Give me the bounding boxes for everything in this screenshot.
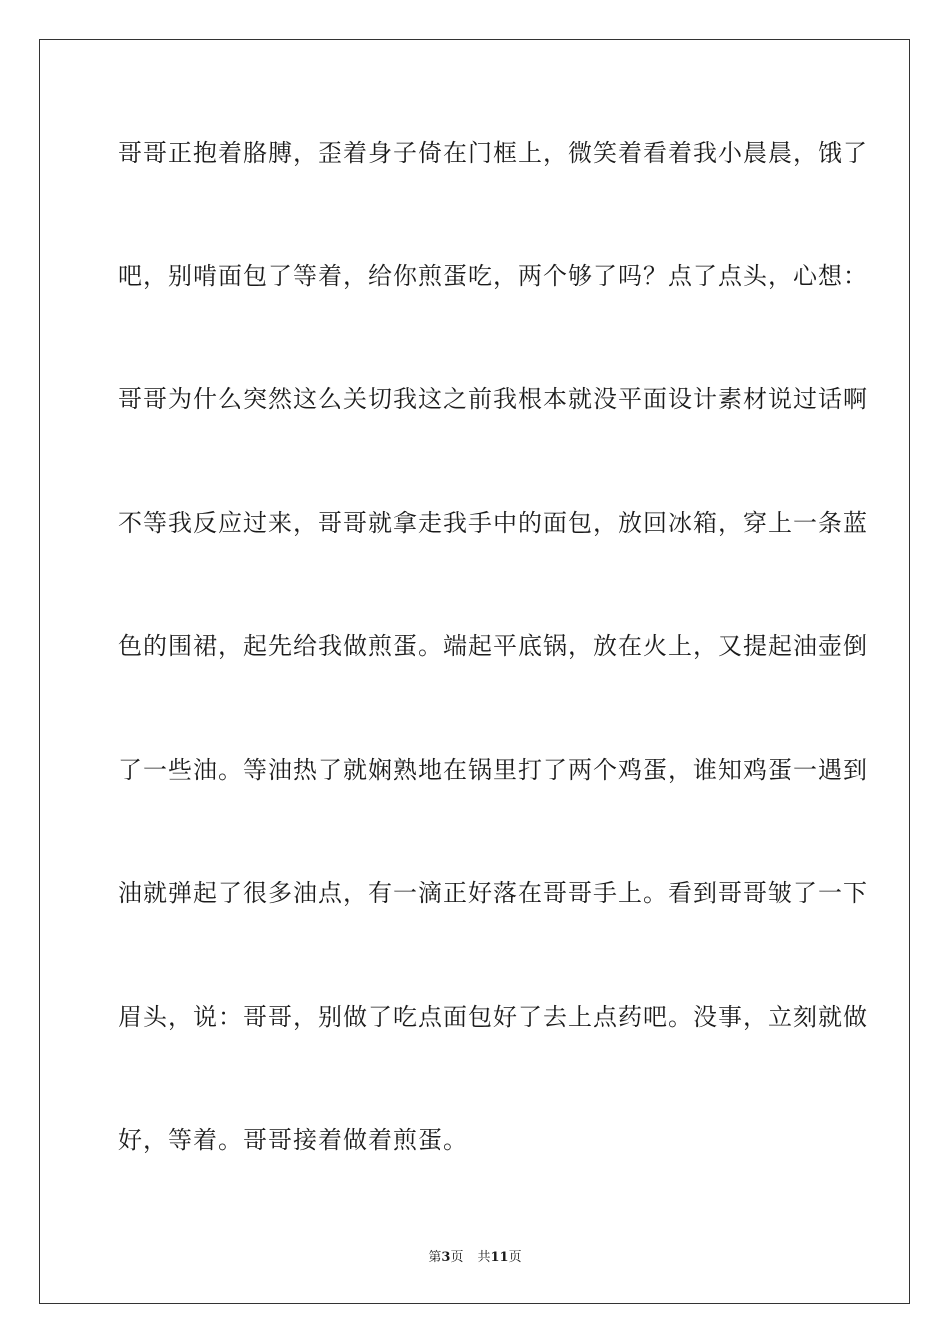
paragraph-line-7: 油就弹起了很多油点，有一滴正好落在哥哥手上。看到哥哥皱了一下	[118, 879, 868, 907]
page-footer	[0, 1246, 950, 1265]
paragraph-line-5: 色的围裙，起先给我做煎蛋。端起平底锅，放在火上，又提起油壶倒	[118, 632, 868, 660]
page-border	[39, 39, 910, 1304]
paragraph-line-3: 哥哥为什么突然这么关切我这之前我根本就没平面设计素材说过话啊	[118, 385, 868, 413]
footer-page-prefix: 第	[428, 1250, 442, 1265]
footer-total-pages: 11	[490, 1250, 509, 1265]
footer-total-suffix: 页	[508, 1250, 522, 1265]
footer-page-suffix: 页	[450, 1250, 464, 1265]
footer-total-prefix: 共	[477, 1250, 491, 1265]
paragraph-line-8: 眉头，说：哥哥，别做了吃点面包好了去上点药吧。没事，立刻就做	[118, 1003, 868, 1031]
footer-page-number: 3	[441, 1250, 451, 1265]
paragraph-line-6: 了一些油。等油热了就娴熟地在锅里打了两个鸡蛋，谁知鸡蛋一遇到	[118, 756, 868, 784]
paragraph-line-9: 好，等着。哥哥接着做着煎蛋。	[118, 1126, 468, 1154]
paragraph-line-2: 吧，别啃面包了等着，给你煎蛋吃，两个够了吗？点了点头，心想：	[118, 262, 868, 290]
paragraph-line-1: 哥哥正抱着胳膊，歪着身子倚在门框上，微笑着看着我小晨晨，饿了	[118, 139, 868, 167]
paragraph-line-4: 不等我反应过来，哥哥就拿走我手中的面包，放回冰箱，穿上一条蓝	[118, 509, 868, 537]
